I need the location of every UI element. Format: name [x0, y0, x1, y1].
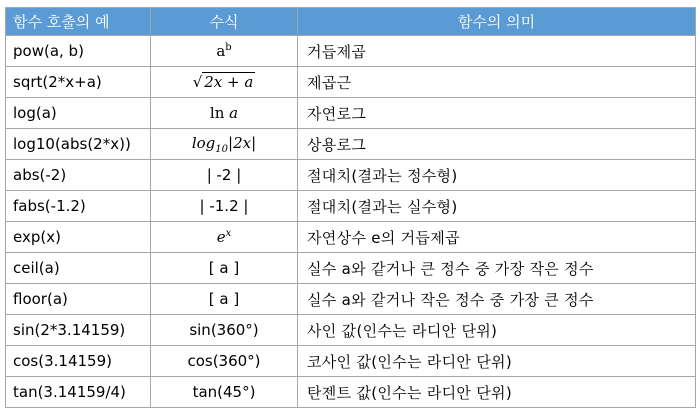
table-row	[6, 284, 696, 315]
radical-sign-icon: √	[192, 73, 203, 91]
formula-base: e	[216, 228, 226, 246]
formula-cell: sin(360°)	[151, 315, 298, 346]
formula-subscript: 10	[215, 143, 229, 155]
table-row	[6, 36, 696, 67]
formula-base: a	[216, 42, 226, 60]
header-meaning: 함수의 의미	[298, 8, 696, 36]
formula-function: log	[191, 133, 216, 152]
table-row	[6, 222, 696, 253]
example-cell: log10(abs(2*x))	[6, 129, 151, 160]
table-header-row	[6, 8, 696, 36]
meaning-cell: 자연상수 e의 거듭제곱	[298, 222, 696, 253]
header-example: 함수 호출의 예	[6, 8, 151, 36]
example-cell: pow(a, b)	[6, 36, 151, 67]
meaning-cell: 절대치(결과는 실수형)	[298, 191, 696, 222]
meaning-cell: 절대치(결과는 정수형)	[298, 160, 696, 191]
meaning-cell: 상용로그	[298, 129, 696, 160]
formula-cell: [ a ]	[151, 253, 298, 284]
example-cell: fabs(-1.2)	[6, 191, 151, 222]
table-row	[6, 160, 696, 191]
table-row	[6, 377, 696, 408]
formula-exponent: b	[225, 42, 232, 53]
formula-function: ln	[209, 104, 225, 122]
formula-argument: |2x|	[228, 133, 257, 152]
table-row	[6, 315, 696, 346]
meaning-cell: 자연로그	[298, 98, 696, 129]
formula-exponent: x	[225, 228, 232, 239]
meaning-cell: 사인 값(인수는 라디안 단위)	[298, 315, 696, 346]
formula-radicand: 2x + a	[204, 73, 254, 91]
meaning-cell: 탄젠트 값(인수는 라디안 단위)	[298, 377, 696, 408]
formula-cell: | -2 |	[151, 160, 298, 191]
header-formula: 수식	[151, 8, 298, 36]
formula-cell	[151, 98, 298, 129]
formula-cell: [ a ]	[151, 284, 298, 315]
formula-sqrt	[193, 72, 256, 91]
meaning-cell: 실수 a와 같거나 큰 정수 중 가장 작은 정수	[298, 253, 696, 284]
meaning-cell: 코사인 값(인수는 라디안 단위)	[298, 346, 696, 377]
formula-cell	[151, 67, 298, 98]
formula-argument: a	[229, 104, 239, 122]
table-row	[6, 191, 696, 222]
function-table-container	[5, 7, 695, 408]
table-row	[6, 98, 696, 129]
meaning-cell: 거듭제곱	[298, 36, 696, 67]
example-cell: exp(x)	[6, 222, 151, 253]
example-cell: ceil(a)	[6, 253, 151, 284]
meaning-cell: 제곱근	[298, 67, 696, 98]
table-row	[6, 67, 696, 98]
example-cell: log(a)	[6, 98, 151, 129]
table-row	[6, 129, 696, 160]
table-row	[6, 346, 696, 377]
meaning-cell: 실수 a와 같거나 작은 정수 중 가장 큰 정수	[298, 284, 696, 315]
example-cell: cos(3.14159)	[6, 346, 151, 377]
formula-cell: tan(45°)	[151, 377, 298, 408]
function-table	[5, 7, 696, 408]
example-cell: abs(-2)	[6, 160, 151, 191]
formula-cell	[151, 222, 298, 253]
formula-cell: | -1.2 |	[151, 191, 298, 222]
example-cell: floor(a)	[6, 284, 151, 315]
example-cell: sin(2*3.14159)	[6, 315, 151, 346]
formula-cell: cos(360°)	[151, 346, 298, 377]
table-row	[6, 253, 696, 284]
formula-cell	[151, 36, 298, 67]
example-cell: sqrt(2*x+a)	[6, 67, 151, 98]
example-cell: tan(3.14159/4)	[6, 377, 151, 408]
formula-cell	[151, 129, 298, 160]
